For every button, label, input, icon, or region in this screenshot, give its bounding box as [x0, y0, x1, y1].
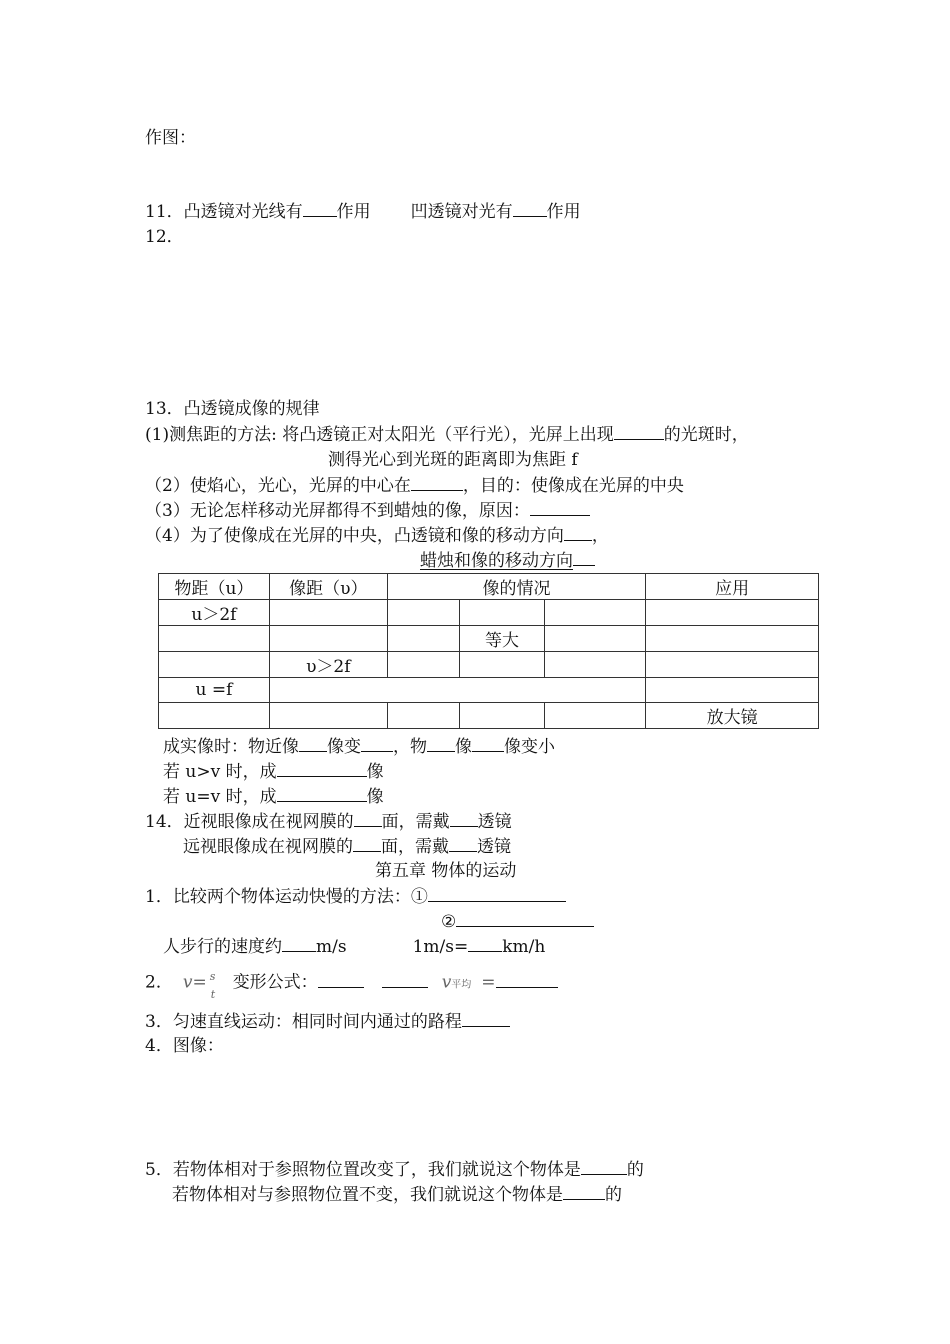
question-14-far: 远视眼像成在视网膜的 面，需戴 透镜	[183, 837, 511, 857]
table-cell: υ＞2f	[269, 652, 387, 678]
table-cell[interactable]	[646, 678, 819, 703]
q13-p2: （2）使焰心，光心，光屏的中心在 ，目的：使像成在光屏的中央	[145, 476, 684, 496]
c1-line1: 1．比较两个物体运动快慢的方法：①	[145, 885, 566, 908]
table-cell: u =f	[159, 678, 270, 703]
table-cell[interactable]	[269, 626, 387, 652]
rule-u-eq-v: 若 u=v 时，成 像	[163, 787, 384, 807]
q13-p4-cont: 蜡烛和像的移动方向	[420, 549, 595, 572]
c1-line3: 人步行的速度约 m/s 1m/s= km/h	[163, 937, 546, 957]
q13-p4: （4）为了使像成在光屏的中央，凸透镜和像的移动方向 ，	[145, 526, 609, 546]
blank[interactable]	[299, 735, 327, 752]
c5-line1: 5．若物体相对于参照物位置改变了，我们就说这个物体是 的	[145, 1160, 644, 1180]
header-object-distance: 物距（u）	[159, 574, 270, 600]
table-cell[interactable]	[545, 703, 646, 729]
table-cell[interactable]	[646, 626, 819, 652]
q13-p1: (1)测焦距的方法: 将凸透镜正对太阳光（平行光），光屏上出现 的光斑时，	[145, 425, 749, 445]
table-cell[interactable]	[545, 652, 646, 678]
blank[interactable]	[513, 200, 547, 217]
c5-line2: 若物体相对与参照物位置不变，我们就说这个物体是 的	[172, 1185, 622, 1205]
chapter-title: 第五章 物体的运动	[375, 861, 517, 881]
c2-formula: 2． v= s t 变形公式： v平均 =	[145, 968, 558, 998]
table-cell[interactable]	[269, 703, 387, 729]
table-row	[159, 626, 819, 652]
table-cell: u＞2f	[159, 600, 270, 626]
question-12: 12．	[145, 227, 184, 247]
table-header-row	[159, 574, 819, 600]
real-image-rule: 成实像时：物近像 像变 ，物 像 像变小	[163, 737, 555, 757]
table-cell[interactable]	[269, 600, 387, 626]
q13-p1-cont: 测得光心到光斑的距离即为焦距 f	[328, 450, 578, 470]
table-cell[interactable]	[646, 600, 819, 626]
c1-line2: ②	[441, 910, 594, 933]
blank[interactable]	[353, 835, 381, 852]
blank[interactable]	[277, 760, 367, 777]
blank[interactable]	[496, 971, 558, 988]
table-cell[interactable]	[387, 703, 459, 729]
blank[interactable]	[472, 735, 504, 752]
blank[interactable]	[564, 524, 592, 541]
c4-line: 4．图像：	[145, 1036, 224, 1056]
blank[interactable]	[456, 910, 594, 927]
blank[interactable]	[563, 1183, 605, 1200]
blank[interactable]	[450, 810, 478, 827]
question-11: 11．凸透镜对光线有 作用 凹透镜对光有 作用	[145, 202, 581, 222]
blank[interactable]	[318, 971, 364, 988]
blank[interactable]	[382, 971, 428, 988]
table-cell[interactable]	[269, 678, 645, 703]
lens-imaging-table	[158, 573, 819, 729]
table-row	[159, 600, 819, 626]
blank[interactable]	[428, 885, 566, 902]
question-14: 14．近视眼像成在视网膜的 面，需戴 透镜	[145, 812, 512, 832]
q13-p3: （3）无论怎样移动光屏都得不到蜡烛的像，原因：	[145, 499, 590, 522]
header-application: 应用	[646, 574, 819, 600]
blank[interactable]	[361, 735, 393, 752]
header-image-distance: 像距（υ）	[269, 574, 387, 600]
blank[interactable]	[303, 200, 337, 217]
blank[interactable]	[530, 499, 590, 516]
table-cell: 放大镜	[646, 703, 819, 729]
table-row	[159, 678, 819, 703]
blank[interactable]	[354, 810, 382, 827]
c3-line: 3．匀速直线运动：相同时间内通过的路程	[145, 1010, 510, 1033]
table-cell[interactable]	[646, 652, 819, 678]
table-cell: 等大	[459, 626, 545, 652]
draw-label: 作图：	[145, 128, 196, 148]
table-cell[interactable]	[159, 703, 270, 729]
blank[interactable]	[573, 549, 595, 566]
question-13-title: 13．凸透镜成像的规律	[145, 399, 320, 419]
table-cell[interactable]	[159, 652, 270, 678]
blank[interactable]	[581, 1158, 627, 1175]
table-cell[interactable]	[387, 600, 459, 626]
table-cell[interactable]	[159, 626, 270, 652]
table-cell[interactable]	[459, 703, 545, 729]
table-cell[interactable]	[387, 652, 459, 678]
table-cell[interactable]	[545, 600, 646, 626]
blank[interactable]	[277, 785, 367, 802]
table-row	[159, 652, 819, 678]
header-image-nature: 像的情况	[387, 574, 646, 600]
table-cell[interactable]	[459, 652, 545, 678]
table-cell[interactable]	[387, 626, 459, 652]
table-cell[interactable]	[545, 626, 646, 652]
table-row	[159, 703, 819, 729]
blank[interactable]	[462, 1010, 510, 1027]
blank[interactable]	[411, 474, 463, 491]
blank[interactable]	[427, 735, 455, 752]
blank[interactable]	[468, 935, 502, 952]
blank[interactable]	[614, 423, 664, 440]
fraction-s-over-t: s t	[209, 970, 216, 1001]
blank[interactable]	[449, 835, 477, 852]
rule-u-gt-v: 若 u>v 时，成 像	[163, 762, 384, 782]
table-cell[interactable]	[459, 600, 545, 626]
blank[interactable]	[282, 935, 316, 952]
